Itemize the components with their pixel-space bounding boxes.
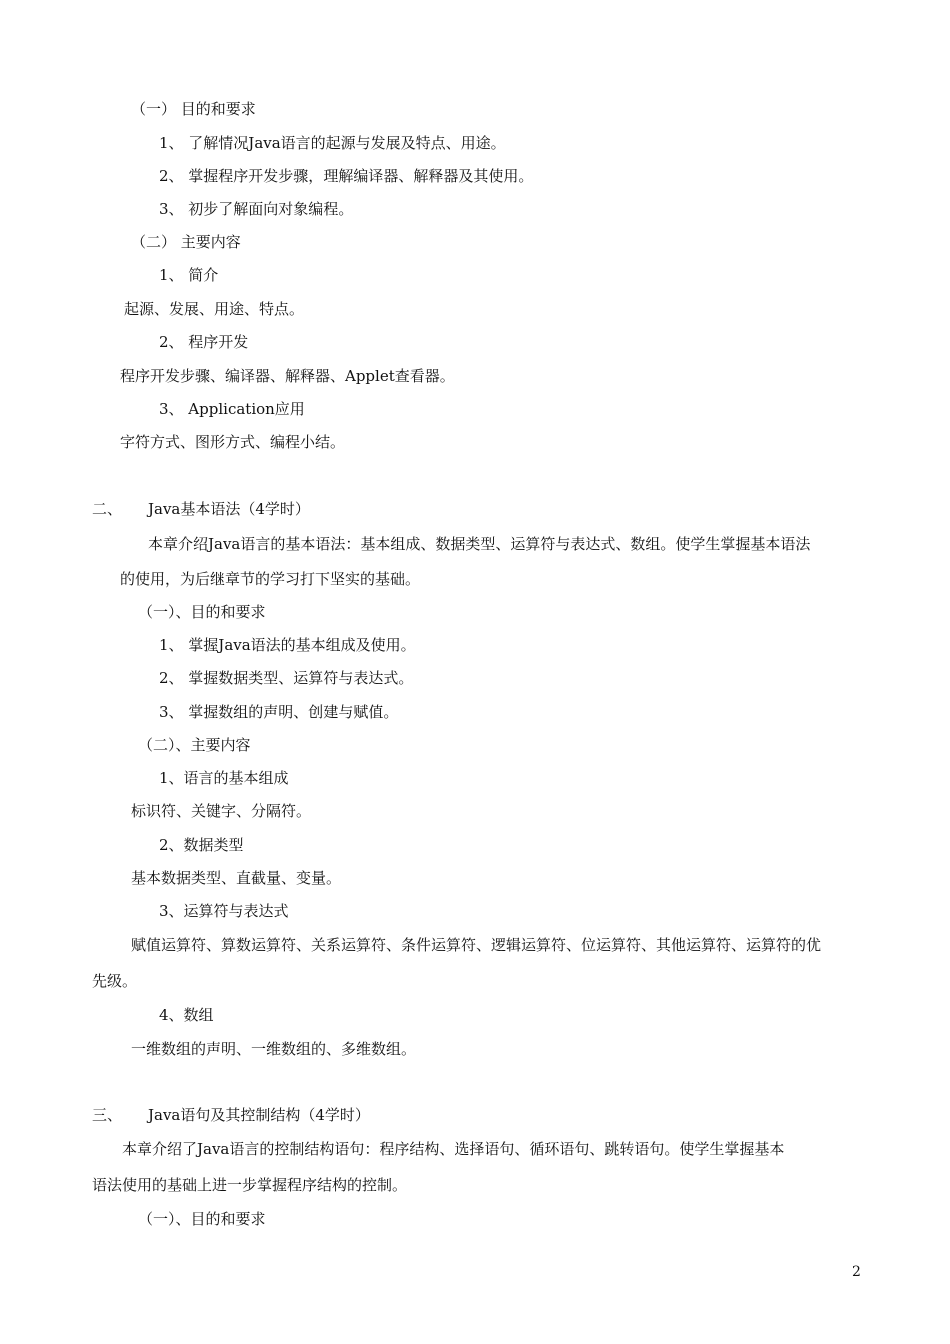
section-heading: （一） 目的和要求 [131, 100, 256, 118]
chapter-number: 二、 [92, 500, 123, 518]
body-text: 基本数据类型、直截量、变量。 [131, 869, 342, 887]
list-item: 3、 掌握数组的声明、创建与赋值。 [159, 703, 399, 721]
paragraph-line: 先级。 [92, 972, 138, 990]
section-heading: （二） 主要内容 [131, 233, 241, 251]
chapter-title: Java语句及其控制结构（4学时） [148, 1106, 370, 1124]
page-number: 2 [852, 1264, 861, 1280]
section-heading: （二）、主要内容 [138, 736, 251, 754]
list-item: 2、数据类型 [159, 836, 244, 854]
list-item: 2、 掌握程序开发步骤，理解编译器、解释器及其使用。 [159, 167, 534, 185]
list-item: 3、运算符与表达式 [159, 902, 289, 920]
chapter-number: 三、 [92, 1106, 123, 1124]
list-item: 2、 掌握数据类型、运算符与表达式。 [159, 669, 414, 687]
list-item: 3、 Application应用 [159, 400, 305, 418]
list-item: 1、 掌握Java语法的基本组成及使用。 [159, 636, 416, 654]
list-item: 1、语言的基本组成 [159, 769, 289, 787]
paragraph-line: 的使用，为后继章节的学习打下坚实的基础。 [120, 570, 421, 588]
list-item: 1、 简介 [159, 266, 219, 284]
body-text: 程序开发步骤、编译器、解释器、Applet查看器。 [120, 367, 455, 385]
section-heading: （一）、目的和要求 [138, 603, 266, 621]
paragraph-line: 语法使用的基础上进一步掌握程序结构的控制。 [92, 1176, 408, 1194]
section-heading: （一）、目的和要求 [138, 1210, 266, 1228]
list-item: 2、 程序开发 [159, 333, 249, 351]
list-item: 3、 初步了解面向对象编程。 [159, 200, 354, 218]
list-item: 1、 了解情况Java语言的起源与发展及特点、用途。 [159, 134, 506, 152]
body-text: 标识符、关键字、分隔符。 [131, 802, 312, 820]
paragraph-line: 本章介绍了Java语言的控制结构语句：程序结构、选择语句、循环语句、跳转语句。使学生掌握基本 [122, 1140, 785, 1158]
list-item: 4、数组 [159, 1006, 214, 1024]
paragraph-line: 本章介绍Java语言的基本语法：基本组成、数据类型、运算符与表达式、数组。使学生掌握基本语法 [148, 535, 811, 553]
body-text: 起源、发展、用途、特点。 [124, 300, 305, 318]
paragraph-line: 赋值运算符、算数运算符、关系运算符、条件运算符、逻辑运算符、位运算符、其他运算符、运算符的优 [131, 936, 822, 954]
chapter-title: Java基本语法（4学时） [148, 500, 310, 518]
body-text: 字符方式、图形方式、编程小结。 [120, 433, 346, 451]
body-text: 一维数组的声明、一维数组的、多维数组。 [131, 1040, 417, 1058]
